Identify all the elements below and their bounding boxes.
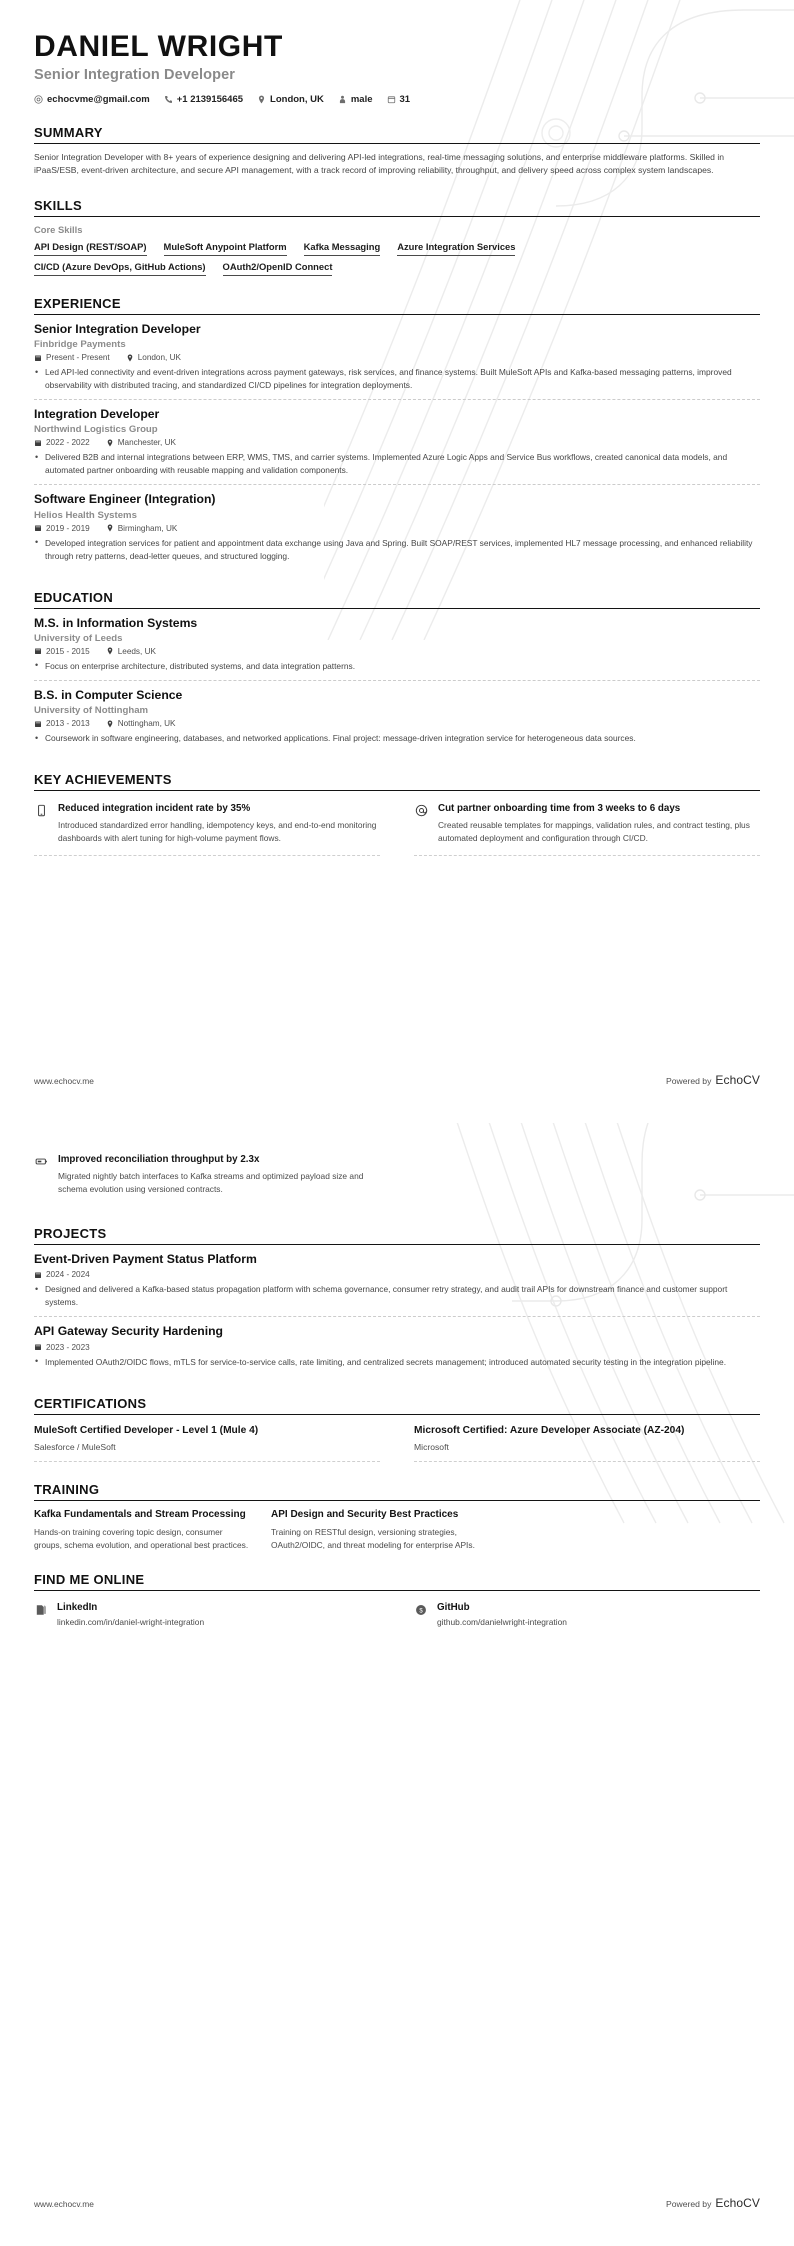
skills-list	[34, 239, 644, 276]
certification-item	[34, 1422, 380, 1463]
calendar-icon	[34, 354, 42, 362]
education-location	[106, 719, 176, 728]
experience-bullets	[34, 366, 760, 392]
calendar-icon	[34, 647, 42, 655]
section-summary	[34, 125, 760, 178]
location-text: Nottingham, UK	[117, 719, 176, 729]
experience-role: Integration Developer	[34, 407, 160, 422]
experience-meta	[34, 353, 760, 362]
experience-company: Helios Health Systems	[34, 509, 137, 521]
battery-icon	[34, 1154, 49, 1169]
brand-logo: EchoCV	[715, 2196, 760, 2210]
resume-page-2	[0, 1123, 794, 2246]
education-degree: M.S. in Information Systems	[34, 615, 198, 630]
online-url[interactable]: github.com/danielwright-integration	[437, 1617, 567, 1628]
certification-name: Microsoft Certified: Azure Developer Associate (AZ-204)	[414, 1424, 685, 1436]
section-divider	[34, 143, 760, 144]
skill-chip: API Design (REST/SOAP)	[34, 239, 147, 256]
section-divider	[34, 1414, 760, 1415]
skill-chip: MuleSoft Anypoint Platform	[164, 239, 287, 256]
contact-age	[387, 94, 411, 105]
project-dates	[34, 1343, 90, 1352]
experience-bullets	[34, 537, 760, 563]
github-icon	[414, 1603, 428, 1617]
experience-location	[106, 524, 178, 533]
date-text: 2015 - 2015	[46, 646, 90, 656]
section-divider	[34, 314, 760, 315]
location-pin-icon	[106, 439, 114, 447]
experience-location	[106, 438, 176, 447]
section-skills	[34, 198, 760, 276]
experience-entry	[34, 484, 760, 569]
experience-role: Senior Integration Developer	[34, 321, 201, 336]
footer-website[interactable]: www.echocv.me	[34, 2199, 94, 2209]
section-divider	[34, 1500, 760, 1501]
certification-name: MuleSoft Certified Developer - Level 1 (Mule 4)	[34, 1424, 259, 1436]
location-pin-icon	[106, 720, 114, 728]
achievement-title: Reduced integration incident rate by 35%	[58, 803, 251, 815]
location-pin-icon	[106, 647, 114, 655]
education-entry	[34, 616, 760, 680]
section-divider	[34, 790, 760, 791]
location-text: London, UK	[137, 353, 181, 362]
page-footer-1	[34, 1073, 760, 1087]
bullet: • Designed and delivered a Kafka-based status propagation platform with schema governance, consumer retry strategy, and audit trail APIs for downstream finance and customer support systems.	[34, 1283, 760, 1309]
footer-powered-by	[666, 2196, 760, 2210]
skill-chip: Azure Integration Services	[397, 239, 515, 256]
online-grid	[34, 1598, 760, 1629]
calendar-icon	[34, 1343, 42, 1351]
education-meta	[34, 647, 760, 656]
section-title-find-me-online: FIND ME ONLINE	[34, 1572, 145, 1588]
section-divider	[34, 216, 760, 217]
education-entry	[34, 680, 760, 752]
section-education	[34, 590, 760, 753]
page-title: DANIEL WRIGHT	[34, 30, 283, 63]
project-name: API Gateway Security Hardening	[34, 1324, 223, 1339]
date-text: 2024 - 2024	[46, 1270, 90, 1280]
linkedin-icon	[34, 1603, 48, 1617]
training-item	[271, 1508, 486, 1552]
online-item-linkedin[interactable]	[34, 1598, 380, 1629]
phone-icon	[164, 95, 173, 104]
skills-group-label: Core Skills	[34, 223, 83, 235]
achievement-item	[34, 798, 380, 856]
date-text: 2022 - 2022	[46, 438, 90, 448]
experience-role: Software Engineer (Integration)	[34, 492, 216, 507]
section-projects	[34, 1226, 760, 1376]
achievements-grid	[34, 798, 760, 856]
education-dates	[34, 719, 90, 728]
skill-chip: OAuth2/OpenID Connect	[223, 259, 333, 276]
experience-location	[126, 353, 181, 362]
calendar-icon	[34, 524, 42, 532]
contact-email-value: echocvme@gmail.com	[47, 93, 150, 105]
training-description: Hands-on training covering topic design, consumer groups, schema evolution, and operational best practices.	[34, 1527, 249, 1551]
location-pin-icon	[126, 354, 134, 362]
bullet: • Focus on enterprise architecture, distributed systems, and data integration patterns.	[34, 660, 760, 673]
contact-row	[34, 94, 760, 105]
contact-phone[interactable]	[164, 94, 243, 105]
achievement-item	[34, 1149, 380, 1206]
location-pin-icon	[106, 524, 114, 532]
project-meta	[34, 1343, 760, 1352]
summary-text: Senior Integration Developer with 8+ years of experience designing and delivering API-led integrations, real-time messaging solutions, and enterprise middleware platforms. Skilled in iPaaS/ESB, event-driven architecture, and secure API management, with a track record of improving reliability, throughput, and delivery speed across complex system landscapes.	[34, 151, 725, 176]
online-label: LinkedIn	[57, 1602, 98, 1614]
date-text: 2023 - 2023	[46, 1342, 90, 1352]
education-school: University of Leeds	[34, 632, 123, 644]
education-dates	[34, 647, 90, 656]
contact-location-value: London, UK	[270, 93, 324, 105]
contact-email[interactable]	[34, 94, 150, 105]
section-divider	[34, 1590, 760, 1591]
section-certifications	[34, 1396, 760, 1463]
section-divider	[34, 1244, 760, 1245]
calendar-icon	[34, 720, 42, 728]
email-icon	[34, 95, 43, 104]
person-icon	[338, 95, 347, 104]
education-degree: B.S. in Computer Science	[34, 687, 183, 702]
experience-dates	[34, 438, 90, 447]
education-location	[106, 647, 156, 656]
education-bullets	[34, 660, 760, 673]
resume-header	[34, 0, 760, 105]
experience-company: Finbridge Payments	[34, 339, 126, 350]
certification-issuer: Microsoft	[414, 1442, 449, 1453]
calendar-icon	[387, 95, 396, 104]
contact-age-value: 31	[399, 93, 411, 105]
achievement-description: Created reusable templates for mappings, validation rules, and contract testing, plus automated deployment and configuration through CI/CD.	[438, 820, 750, 844]
calendar-icon	[34, 1271, 42, 1279]
section-training	[34, 1482, 760, 1552]
certifications-grid	[34, 1422, 760, 1463]
experience-meta	[34, 524, 760, 533]
experience-meta	[34, 438, 760, 447]
education-school: University of Nottingham	[34, 705, 149, 717]
training-description: Training on RESTful design, versioning strategies, OAuth2/OIDC, and threat modeling for enterprise APIs.	[271, 1527, 475, 1551]
bullet: • Led API-led connectivity and event-driven integrations across payment gateways, risk services, and finance systems. Built MuleSoft APIs and Kafka-based messaging patterns, improved observability with distributed tracing, and standardized CI/CD pipelines for integration deployments.	[34, 366, 760, 392]
date-text: 2019 - 2019	[46, 523, 90, 533]
section-experience	[34, 296, 760, 570]
at-sign-icon	[414, 803, 429, 818]
education-bullets	[34, 732, 760, 745]
education-meta	[34, 719, 760, 728]
contact-gender-value: male	[350, 93, 373, 105]
svg-text:$: $	[419, 1609, 423, 1616]
experience-entry	[34, 399, 760, 484]
project-name: Event-Driven Payment Status Platform	[34, 1252, 257, 1267]
achievements-grid-spacer	[414, 1149, 760, 1206]
achievements-grid	[34, 1149, 760, 1206]
skill-chip: CI/CD (Azure DevOps, GitHub Actions)	[34, 259, 206, 276]
online-item-github[interactable]	[414, 1598, 760, 1629]
section-key-achievements	[34, 772, 760, 856]
date-text: 2013 - 2013	[46, 719, 90, 729]
location-text: Manchester, UK	[117, 438, 176, 448]
project-dates	[34, 1270, 90, 1279]
footer-website[interactable]: www.echocv.me	[34, 1076, 94, 1086]
project-entry	[34, 1316, 760, 1375]
contact-phone-value: +1 2139156465	[176, 93, 244, 105]
job-title: Senior Integration Developer	[34, 66, 236, 83]
experience-dates	[34, 524, 90, 533]
contact-location	[257, 94, 324, 105]
certification-issuer: Salesforce / MuleSoft	[34, 1442, 116, 1453]
online-url[interactable]: linkedin.com/in/daniel-wright-integration	[57, 1617, 205, 1628]
contact-gender	[338, 94, 373, 105]
training-grid	[34, 1508, 760, 1552]
section-title-skills: SKILLS	[34, 197, 83, 213]
section-title-key-achievements: KEY ACHIEVEMENTS	[34, 772, 172, 788]
experience-dates	[34, 353, 110, 362]
section-title-projects: PROJECTS	[34, 1226, 107, 1242]
section-title-summary: SUMMARY	[34, 124, 103, 140]
achievement-title: Improved reconciliation throughput by 2.3x	[58, 1154, 260, 1165]
bullet: • Developed integration services for patient and appointment data exchange using Java and Spring. Built SOAP/REST services, implemented HL7 message processing, and enhanced reliability through retry patterns, dead-letter queues, and structured logging.	[34, 537, 760, 563]
brand-logo: EchoCV	[715, 1073, 760, 1087]
footer-powered-label: Powered by	[665, 2199, 712, 2209]
section-find-me-online	[34, 1572, 760, 1629]
section-divider	[34, 608, 760, 609]
certification-item	[414, 1422, 760, 1463]
achievements-continued	[34, 1149, 760, 1206]
location-text: Leeds, UK	[117, 646, 156, 656]
section-title-education: EDUCATION	[34, 589, 114, 605]
achievement-description: Migrated nightly batch interfaces to Kafka streams and optimized payload size and schema evolution using versioned contracts.	[58, 1171, 364, 1195]
bullet: • Implemented OAuth2/OIDC flows, mTLS for service-to-service calls, rate limiting, and centralized secrets management; introduced automated security testing in the integration pipeline.	[34, 1356, 760, 1369]
experience-entry	[34, 322, 760, 399]
experience-company: Northwind Logistics Group	[34, 424, 158, 436]
project-bullets	[34, 1283, 760, 1309]
date-text: Present - Present	[46, 353, 110, 362]
training-name: API Design and Security Best Practices	[271, 1509, 459, 1521]
mobile-device-icon	[34, 803, 49, 818]
section-title-training: TRAINING	[34, 1482, 100, 1498]
footer-powered-label: Powered by	[665, 1076, 712, 1086]
skill-chip: Kafka Messaging	[304, 239, 381, 256]
achievement-item	[414, 798, 760, 856]
location-text: Birmingham, UK	[117, 523, 178, 533]
project-bullets	[34, 1356, 760, 1369]
online-label: GitHub	[437, 1602, 470, 1614]
experience-bullets	[34, 451, 760, 477]
section-title-certifications: CERTIFICATIONS	[34, 1395, 147, 1411]
training-name: Kafka Fundamentals and Stream Processing	[34, 1509, 246, 1521]
achievement-description: Introduced standardized error handling, idempotency keys, and end-to-end monitoring dashboards with alert tuning for high-volume payment flows.	[58, 820, 377, 844]
location-pin-icon	[257, 95, 266, 104]
training-item	[34, 1508, 249, 1552]
project-entry	[34, 1252, 760, 1316]
project-meta	[34, 1270, 760, 1279]
bullet: • Coursework in software engineering, databases, and networked applications. Final project: message-driven integration service for heterogeneous data sources.	[34, 732, 760, 745]
achievement-title: Cut partner onboarding time from 3 weeks to 6 days	[438, 803, 681, 815]
bullet: • Delivered B2B and internal integrations between ERP, WMS, TMS, and carrier systems. Implemented Azure Logic Apps and Service Bus workflows, created canonical data models, and automated partner onboarding with reusable mapping and validation components.	[34, 451, 760, 477]
calendar-icon	[34, 439, 42, 447]
footer-powered-by	[666, 1073, 760, 1087]
section-title-experience: EXPERIENCE	[34, 295, 121, 311]
page-footer-2	[34, 2196, 760, 2210]
